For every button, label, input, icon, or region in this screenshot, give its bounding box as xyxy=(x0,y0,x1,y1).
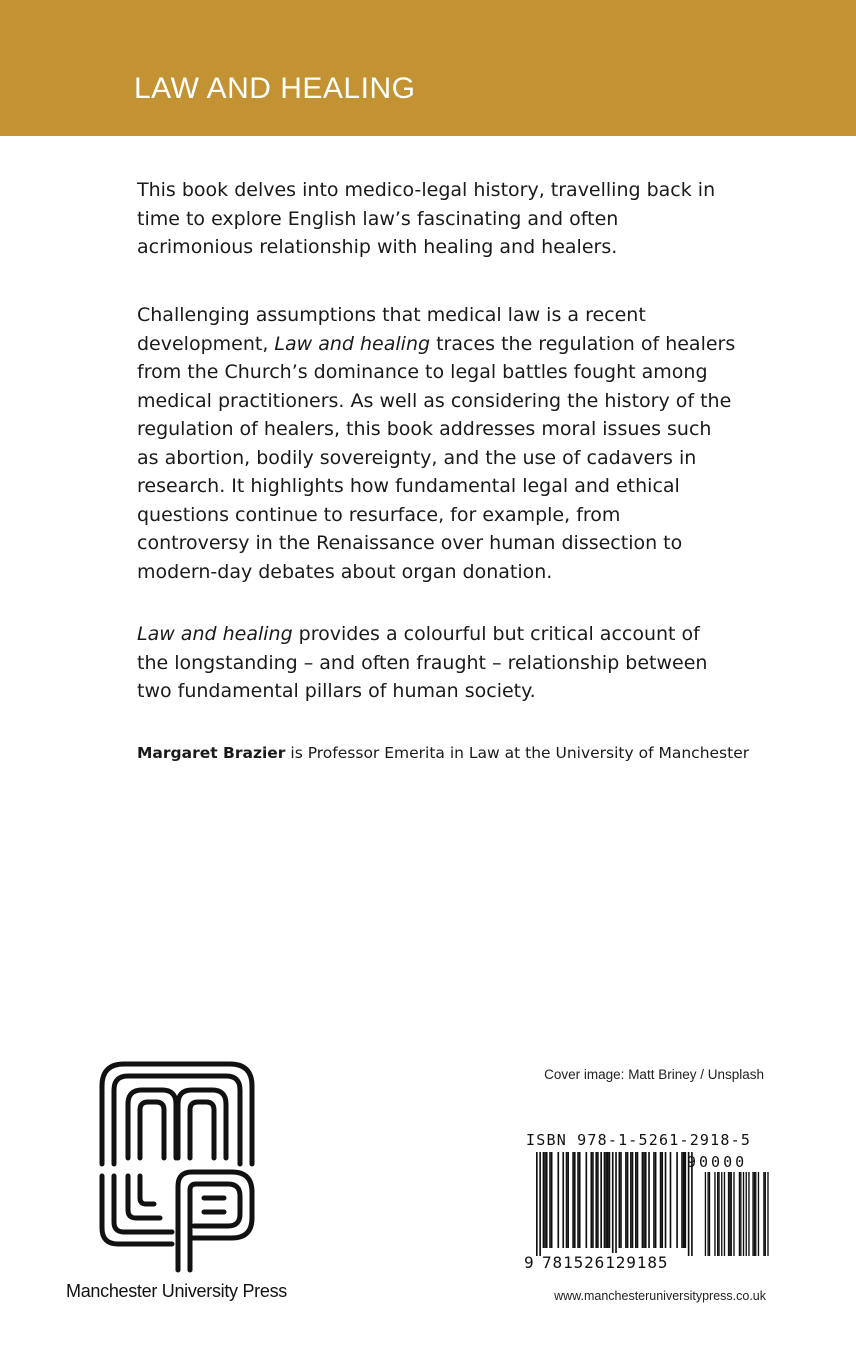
barcode-bar-2 xyxy=(543,1152,545,1248)
addon-bar-22 xyxy=(765,1172,766,1256)
addon-bar-13 xyxy=(740,1172,741,1256)
addon-bar-1 xyxy=(707,1172,708,1256)
blurb-p3-title: Law and healing xyxy=(137,623,293,645)
barcode-bar-0 xyxy=(536,1152,538,1256)
author-bio-text: is Professor Emerita in Law at the University of Manchester xyxy=(285,744,750,762)
barcode-bar-29 xyxy=(625,1152,627,1248)
mup-monogram-icon xyxy=(96,1058,258,1274)
addon-bar-0 xyxy=(705,1172,706,1256)
blurb-p2-title: Law and healing xyxy=(274,332,431,355)
barcode-bar-46 xyxy=(681,1152,683,1248)
header-band xyxy=(0,0,856,136)
barcode-bar-21 xyxy=(604,1152,606,1248)
barcode-bar-32 xyxy=(632,1152,634,1248)
barcode-bar-19 xyxy=(597,1152,599,1248)
barcode-bar-27 xyxy=(619,1152,621,1248)
barcode-bar-13 xyxy=(577,1152,579,1248)
addon-bar-16 xyxy=(748,1172,749,1256)
barcode-bar-41 xyxy=(660,1152,662,1248)
barcode-bar-36 xyxy=(643,1152,645,1248)
addon-bar-3 xyxy=(714,1172,715,1256)
addon-bar-20 xyxy=(758,1172,759,1256)
barcode-bar-10 xyxy=(567,1152,569,1248)
publisher-name: Manchester University Press xyxy=(66,1281,287,1301)
barcode-bar-4 xyxy=(546,1152,548,1248)
barcode-bar-43 xyxy=(665,1152,667,1248)
barcode-bar-33 xyxy=(635,1152,637,1248)
addon-bar-15 xyxy=(746,1172,747,1256)
barcode-bar-15 xyxy=(586,1152,588,1248)
barcode-bar-39 xyxy=(653,1152,655,1248)
barcode-bar-48 xyxy=(685,1152,687,1248)
barcode-bar-6 xyxy=(551,1152,553,1248)
addon-bar-19 xyxy=(755,1172,756,1256)
addon-bar-12 xyxy=(739,1172,740,1256)
blurb-paragraph-1: This book delves into medico-legal history, travelling back in time to explore English law’s fascinating and often acrimonious relationship with healing and healers. xyxy=(137,179,716,258)
barcode-bar-37 xyxy=(645,1152,647,1248)
barcode-bar-24 xyxy=(609,1152,611,1248)
barcode-bar-16 xyxy=(590,1152,592,1248)
barcode-bar-45 xyxy=(676,1152,678,1248)
addon-bar-9 xyxy=(729,1172,730,1256)
barcode-bar-3 xyxy=(544,1152,546,1248)
blurb-paragraph-3 xyxy=(137,620,737,706)
ean-digits: 781526129185 xyxy=(542,1253,669,1272)
barcode-bar-47 xyxy=(683,1152,685,1248)
addon-bar-10 xyxy=(731,1172,732,1256)
cover-image-credit: Cover image: Matt Briney / Unsplash xyxy=(544,1067,764,1082)
barcode-bar-22 xyxy=(605,1152,607,1248)
barcode-bar-12 xyxy=(574,1152,576,1248)
barcode-bar-7 xyxy=(557,1152,559,1248)
ean-first-digit: 9 xyxy=(524,1253,534,1272)
barcode-bar-35 xyxy=(642,1152,644,1248)
publisher-website: www.manchesteruniversitypress.co.uk xyxy=(554,1289,766,1303)
addon-bar-7 xyxy=(724,1172,725,1256)
barcode-bar-31 xyxy=(630,1152,632,1248)
barcode-bar-20 xyxy=(600,1152,602,1248)
barcode-bar-11 xyxy=(572,1152,574,1248)
barcode-bar-14 xyxy=(579,1152,581,1248)
barcode-bar-44 xyxy=(670,1152,672,1248)
addon-bar-17 xyxy=(752,1172,753,1256)
addon-bar-21 xyxy=(763,1172,764,1256)
addon-bar-5 xyxy=(718,1172,719,1256)
blurb-p3-rest: provides a colourful but critical account of the longstanding – and often fraught – relationship between two fundamental pillars of human society. xyxy=(137,623,708,702)
blurb-p2-rest: traces the regulation of healers from the Church’s dominance to legal battles fought among medical practitioners. As well as considering the history of the regulation of healers, this book addresses moral issues such as abortion, bodily sovereignty, and the use of cadavers in research. It highlights how fundamental legal and ethical questions continue to resurface, for example, from controversy in the Renaissance over human dissection to modern-day debates about organ donation. xyxy=(137,332,736,583)
barcode-bar-30 xyxy=(627,1152,629,1248)
barcode-bar-42 xyxy=(661,1152,663,1248)
blurb-paragraph-2 xyxy=(137,301,737,586)
barcode-bar-18 xyxy=(595,1152,597,1248)
addon-bar-18 xyxy=(754,1172,755,1256)
barcode-bar-40 xyxy=(655,1152,657,1248)
addon-bar-2 xyxy=(709,1172,710,1256)
barcode-bar-23 xyxy=(607,1152,609,1248)
addon-bar-6 xyxy=(721,1172,722,1256)
addon-bar-14 xyxy=(743,1172,744,1256)
blurb-p2-lead: Challenging assumptions that medical law is a recent development, xyxy=(137,304,646,355)
addon-bar-4 xyxy=(717,1172,718,1256)
barcode-bar-34 xyxy=(637,1152,639,1248)
barcode-bar-8 xyxy=(562,1152,564,1248)
barcode-bar-38 xyxy=(648,1152,650,1248)
barcode-bar-25 xyxy=(612,1152,614,1256)
barcode-bar-28 xyxy=(620,1152,622,1248)
barcode-bar-26 xyxy=(615,1152,617,1256)
barcode-bar-9 xyxy=(566,1152,568,1248)
barcode-bar-5 xyxy=(549,1152,551,1248)
book-title: LAW AND HEALING xyxy=(134,72,416,105)
price-addon-digits: 90000 xyxy=(687,1153,748,1171)
addon-bar-23 xyxy=(767,1172,768,1256)
author-bio xyxy=(137,742,777,764)
isbn-label: ISBN 978-1-5261-2918-5 xyxy=(526,1131,752,1149)
author-name: Margaret Brazier xyxy=(137,744,286,762)
addon-bar-11 xyxy=(733,1172,734,1256)
barcode-bar-1 xyxy=(539,1152,541,1256)
barcode-bar-17 xyxy=(592,1152,594,1248)
addon-bar-8 xyxy=(728,1172,729,1256)
